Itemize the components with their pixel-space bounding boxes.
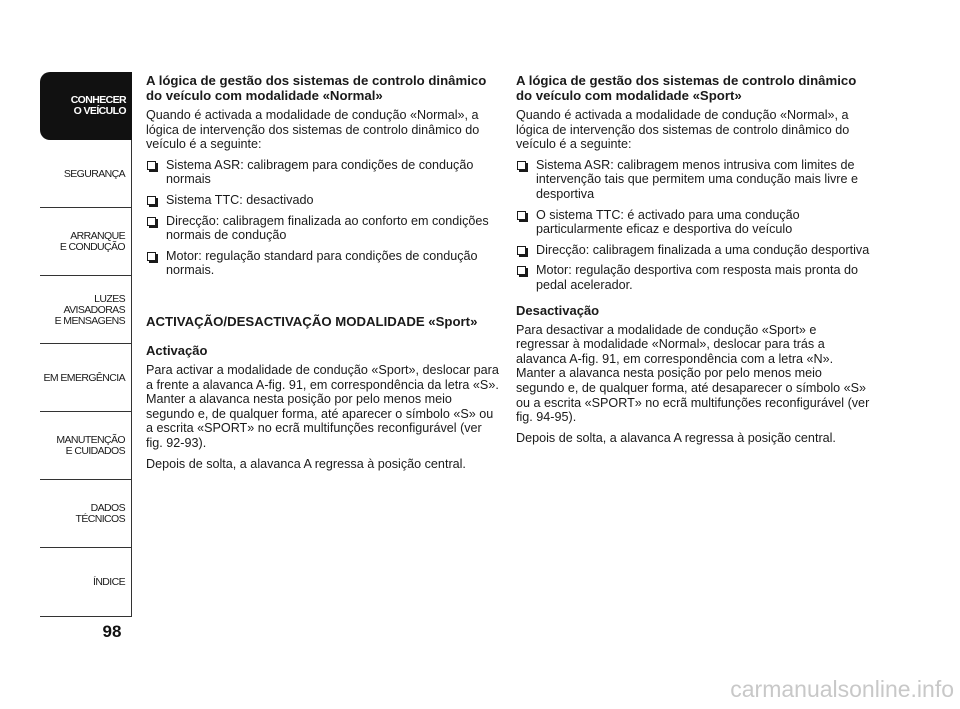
normal-mode-heading: A lógica de gestão dos sistemas de controlo dinâmico do veículo com modalidade «Normal» bbox=[146, 73, 487, 103]
list-item: Motor: regulação standard para condições de condução normais. bbox=[146, 249, 502, 278]
tab-conhecer-o-veiculo[interactable] bbox=[40, 72, 132, 140]
sport-mode-heading: A lógica de gestão dos sistemas de controlo dinâmico do veículo com modalidade «Sport» bbox=[516, 73, 857, 103]
list-item: O sistema TTC: é activado para uma condução particularmente eficaz e desportiva do veículo bbox=[516, 208, 872, 237]
list-item: Motor: regulação desportiva com resposta mais pronta do pedal acelerador. bbox=[516, 263, 872, 292]
activation-release-text: Depois de solta, a alavanca A regressa à posição central. bbox=[146, 456, 466, 471]
list-item: Direcção: calibragem finalizada ao conforto em condições normais de condução bbox=[146, 214, 502, 243]
normal-mode-intro: Quando é activada a modalidade de condução «Normal», a lógica de intervenção dos sistemas de controlo dinâmico do veículo é a seguinte: bbox=[146, 108, 480, 152]
page-number: 98 bbox=[102, 622, 122, 641]
checkbox-bullet-icon bbox=[517, 211, 526, 220]
checkbox-bullet-icon bbox=[147, 196, 156, 205]
checkbox-bullet-icon bbox=[517, 161, 526, 170]
list-item: Sistema TTC: desactivado bbox=[146, 193, 502, 208]
checkbox-bullet-icon bbox=[517, 266, 526, 275]
tab-arranque-e-conducao[interactable] bbox=[40, 208, 132, 276]
tab-indice[interactable] bbox=[40, 548, 132, 616]
chapter-sidebar bbox=[40, 72, 132, 616]
activation-text: Para activar a modalidade de condução «Sport», deslocar para a frente a alavanca A-fig. 91, em correspondência da letra «S». Manter a alavanca nesta posição por pelo menos meio segundo e, de qualquer forma, até aparecer o símbolo «S» ou a escrita «SPORT» no ecrã multifunções reconfigurável (ver fig. 92-93). bbox=[146, 362, 499, 450]
tab-manutencao-e-cuidados[interactable] bbox=[40, 412, 132, 480]
checkbox-bullet-icon bbox=[147, 161, 156, 170]
tab-luzes-avisadoras[interactable] bbox=[40, 276, 132, 344]
deactivation-release-text: Depois de solta, a alavanca A regressa à posição central. bbox=[516, 430, 836, 445]
left-column bbox=[146, 73, 502, 477]
watermark: carmanualsonline.info bbox=[730, 676, 954, 702]
normal-mode-list bbox=[146, 158, 502, 278]
right-column bbox=[516, 73, 872, 451]
checkbox-bullet-icon bbox=[147, 252, 156, 261]
deactivation-title: Desactivação bbox=[516, 302, 600, 318]
tab-seguranca[interactable] bbox=[40, 140, 132, 208]
sport-mode-list bbox=[516, 158, 872, 293]
deactivation-text: Para desactivar a modalidade de condução «Sport» e regressar à modalidade «Normal», deslocar para trás a alavanca A-fig. 91, em correspondência com a letra «N». Manter a alavanca nesta posição por pelo menos meio segundo e, de qualquer forma, até desaparecer o símbolo «S» ou a escrita «SPORT» no ecrã multifunções reconfigurável (ver fig. 94-95). bbox=[516, 322, 870, 425]
list-item: Sistema ASR: calibragem para condições de condução normais bbox=[146, 158, 502, 187]
tab-em-emergencia[interactable] bbox=[40, 344, 132, 412]
tab-label: SEGURANÇA bbox=[63, 167, 125, 180]
tab-label: MANUTENÇÃO E CUIDADOS bbox=[56, 434, 125, 457]
sidebar-divider bbox=[40, 616, 132, 617]
sport-section-title: ACTIVAÇÃO/DESACTIVAÇÃO MODALIDADE «Sport» bbox=[146, 313, 478, 329]
checkbox-bullet-icon bbox=[147, 217, 156, 226]
checkbox-bullet-icon bbox=[517, 246, 526, 255]
tab-label: DADOS TÉCNICOS bbox=[75, 502, 125, 525]
list-item: Direcção: calibragem finalizada a uma condução desportiva bbox=[516, 243, 872, 258]
tab-label: ARRANQUE E CONDUÇÃO bbox=[59, 230, 125, 253]
tab-label: CONHECER O VEÍCULO bbox=[70, 94, 126, 117]
list-item: Sistema ASR: calibragem menos intrusiva com limites de intervenção tais que permitem uma condução mais livre e desportiva bbox=[516, 158, 872, 202]
activation-title: Activação bbox=[146, 342, 208, 358]
tab-label: ÍNDICE bbox=[93, 575, 125, 588]
tab-dados-tecnicos[interactable] bbox=[40, 480, 132, 548]
tab-label: EM EMERGÊNCIA bbox=[43, 371, 125, 384]
sport-mode-intro: Quando é activada a modalidade de condução «Normal», a lógica de intervenção dos sistemas de controlo dinâmico do veículo é a seguinte: bbox=[516, 108, 850, 152]
tab-label: LUZES AVISADORAS E MENSAGENS bbox=[54, 292, 125, 327]
